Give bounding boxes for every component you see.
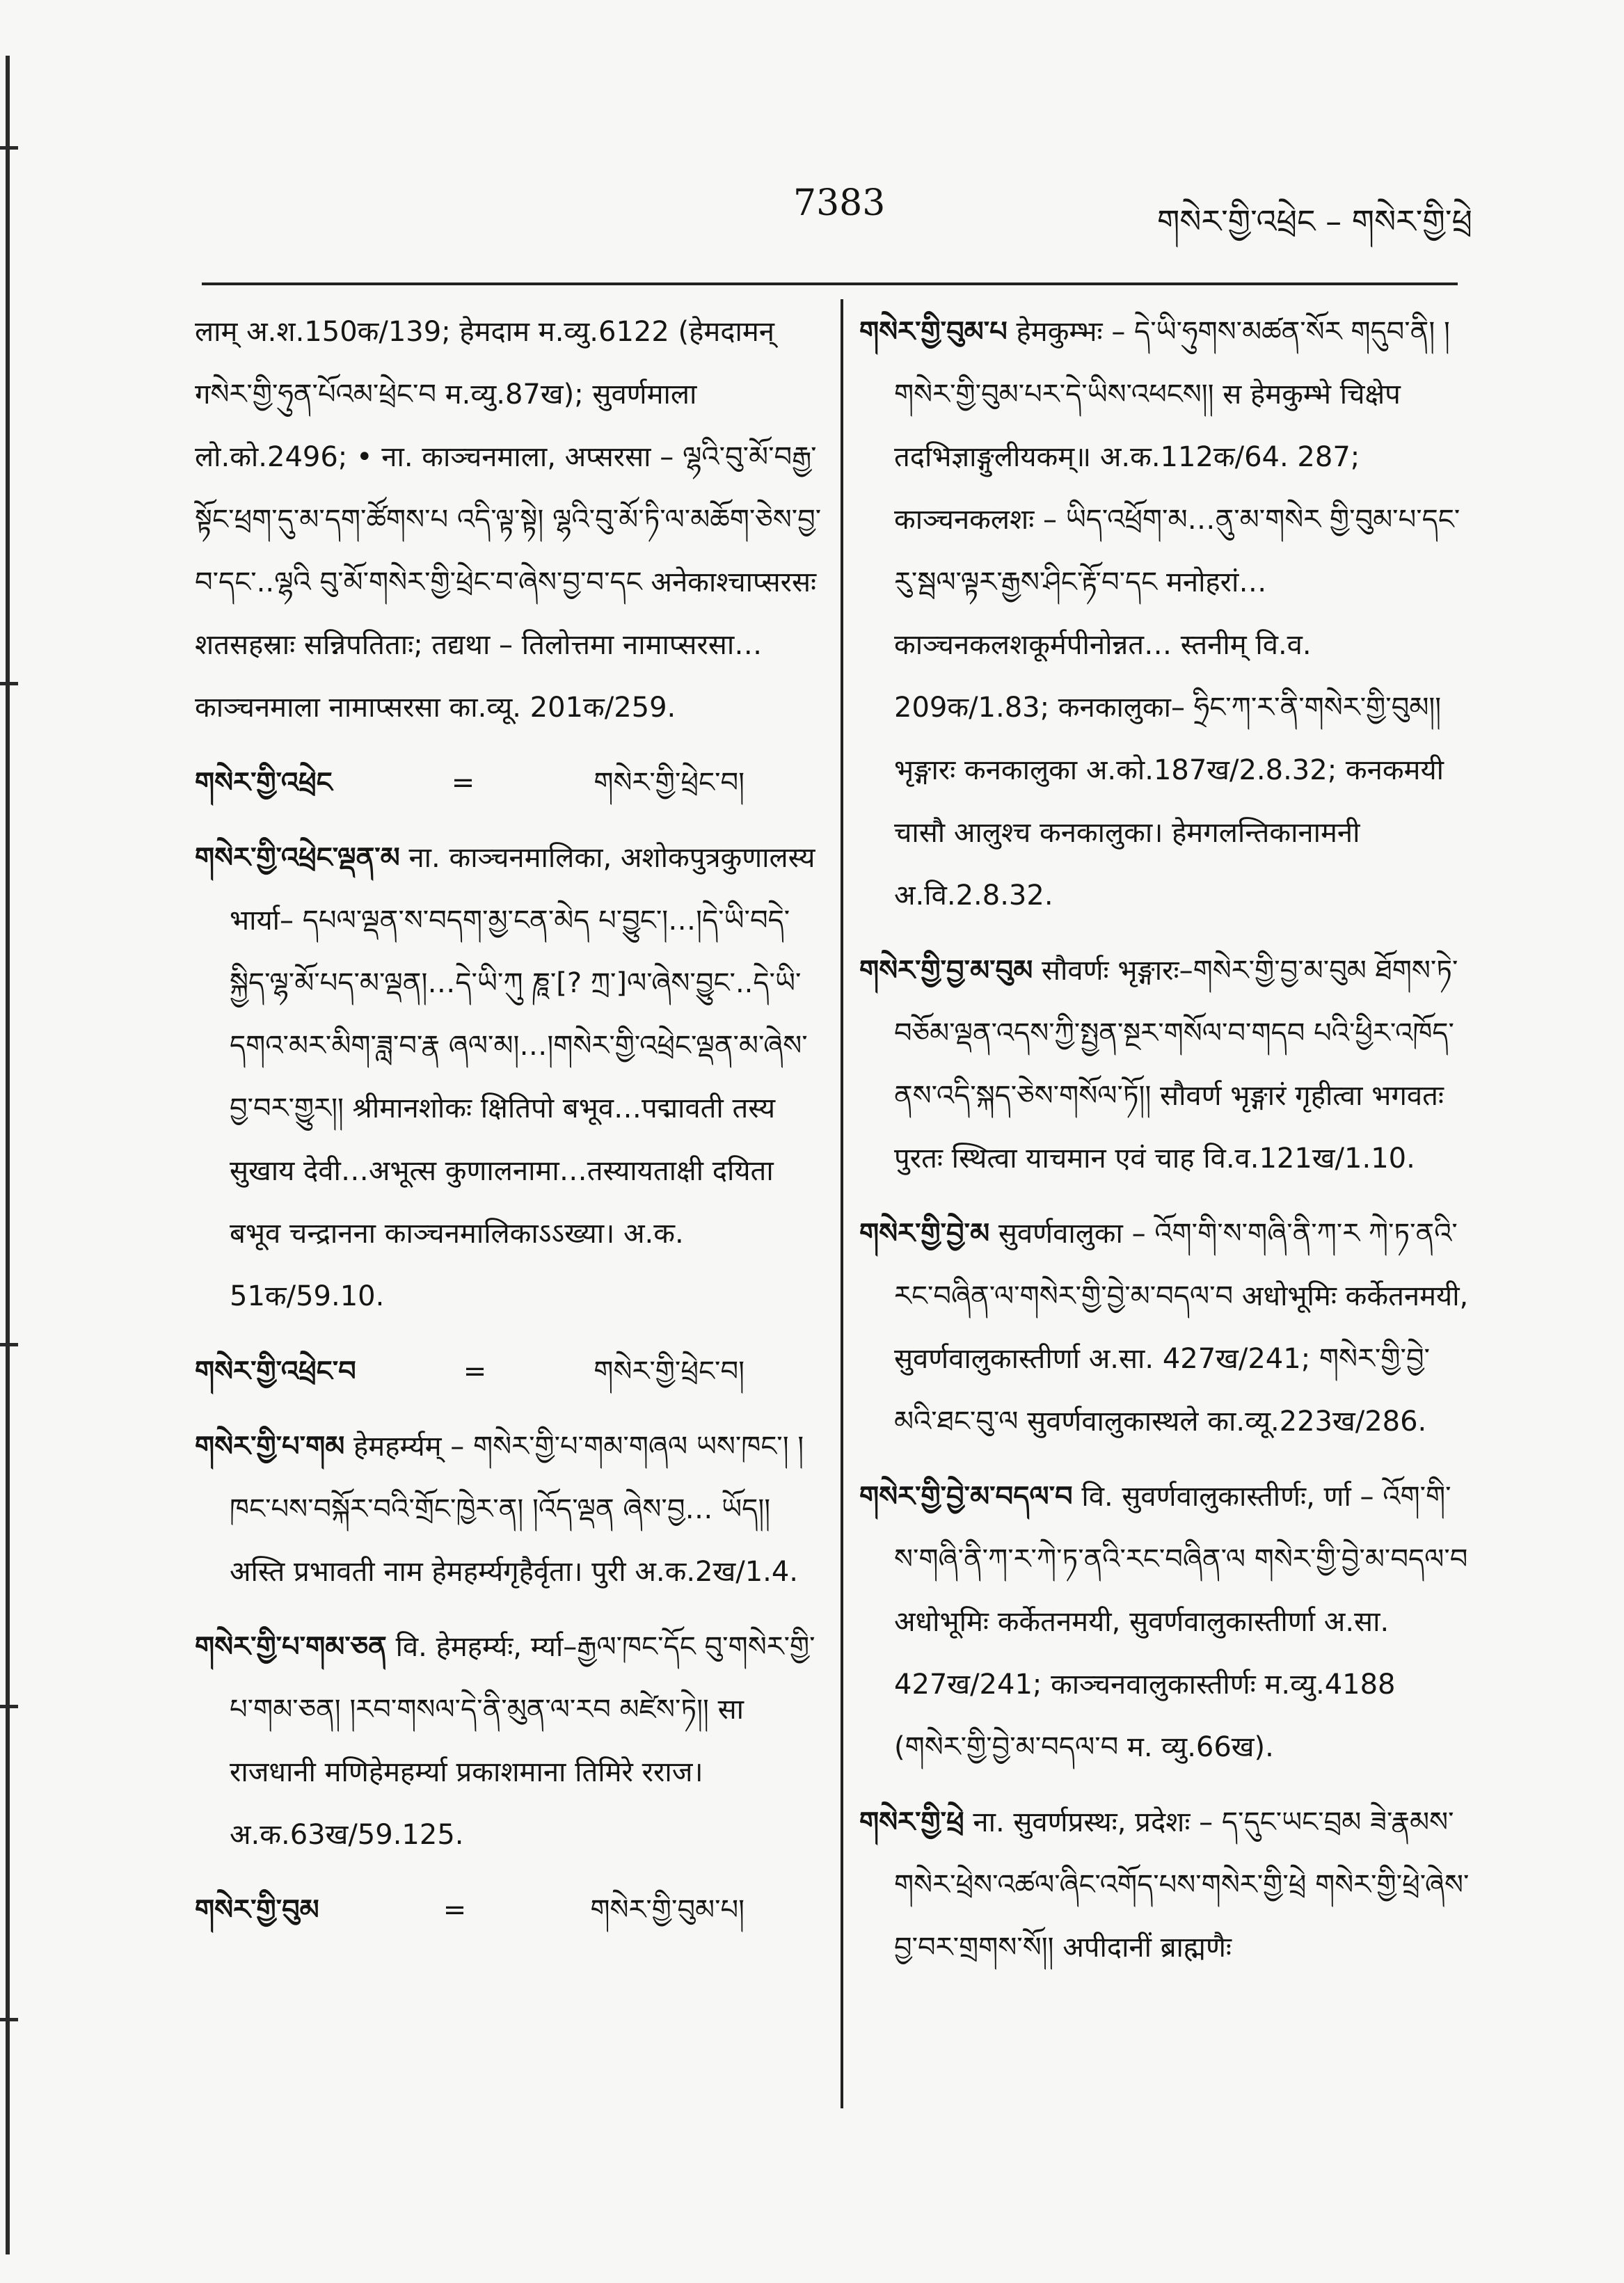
entry-headword: གསེར་གྱི་བུམ་པ — [859, 316, 1008, 348]
scan-tick — [0, 1705, 18, 1708]
cross-reference — [195, 1340, 828, 1403]
dictionary-entry — [859, 1202, 1472, 1453]
dictionary-entry — [195, 1616, 828, 1866]
entry-text: वि. सुवर्णवालुकास्तीर्णः, र्णा – འོག་གི་ས་གཞི་ནི་ཀ་ར་ཀེ་ཏ་ནའི་རང་བཞིན་ལ གསེར་གྱི་བྱེ་མ་བདལ་བ अधोभूमिः कर्केतनमयी, सुवर्णवालुकास्तीर्णा अ.सा. 427ख/241; काञ्चनवालुकास्तीर्णः म.व्यु.4188 (གསེར་གྱི་བྱེ་མ་བདལ་བ म. व्यु.66ख). — [894, 1481, 1468, 1763]
entry-body — [859, 1465, 1472, 1779]
page-header — [0, 182, 1624, 245]
scan-tick — [0, 2018, 18, 2021]
cross-reference — [195, 751, 828, 814]
entry-text: ना. काञ्चनमालिका, अशोकपुत्रकुणालस्य भार्या– དཔལ་ལྡན་ས་བདག་མྱ་ངན་མེད པ་བྱུང་།…།དེ་ཡི་བདེ་སྐྱིད་ལྷ་མོ་པད་མ་ལྡན།…དེ་ཡི་ཀུ ཎཱ་[? ཀྲ་]ལ་ཞེས་བྱུང་..དེ་ཡི་དགའ་མར་མིག་ཟླ་བ་རྣ ཞལ་མ།…།གསེར་གྱི་འཕྲེང་ལྡན་མ་ཞེས་བྱ་བར་གྱུར།། श्रीमानशोकः क्षितिपो बभूव…पद्मावती तस्य सुखाय देवी…अभूत्स कुणालनामा…तस्यायताक्षी दयिता बभूव चन्द्रानना काञ्चनमालिकाऽऽख्या। अ.क. 51क/59.10. — [230, 842, 815, 1312]
entry-body — [859, 1791, 1472, 1979]
cross-reference-target: གསེར་གྱི་བུམ་པ། — [590, 1894, 745, 1926]
scan-tick — [0, 1343, 18, 1346]
header-rule — [202, 283, 1458, 285]
entry-text: सुवर्णवालुका – འོག་གི་ས་གཞི་ནི་ཀ་ར ཀེ་ཏ་ནའི་རང་བཞིན་ལ་གསེར་གྱི་བྱེ་མ་བདལ་བ अधोभूमिः कर्केतनमयी, सुवर्णवालुकास्तीर्णा अ.सा. 427ख/241; གསེར་གྱི་བྱེ་མའི་ཐང་བུ་ལ सुवर्णवालुकास्थले का.व्यू.223ख/286. — [894, 1218, 1469, 1438]
dictionary-entry — [859, 939, 1472, 1190]
equals-sign: = — [443, 1894, 467, 1926]
page-number: 7383 — [793, 182, 886, 224]
entry-text: ना. सुवर्णप्रस्थः, प्रदेशः – ད་དུང་ཡང་བྲམ ཟེ་རྣམས་གསེར་ཕྲེས་འཚལ་ཞིང་འགོད་པས་གསེར་གྱི་ཕྲེ གསེར་གྱི་ཕྲེ་ཞེས་བྱ་བར་གྲགས་སོ།། अपीदानीं ब्राह्मणैः — [894, 1806, 1470, 1964]
column-divider — [841, 299, 843, 2108]
entry-text: वि. हेमहर्म्यः, र्म्या–རྒྱལ་ཁང་དོང བུ་གསེར་གྱི་པ་གམ་ཅན། །རབ་གསལ་དེ་ནི་མུན་ལ་རབ མཛེས་ཏེ།། सा राजधानी मणिहेमहर्म्या प्रकाशमाना तिमिरे रराज। अ.क.63ख/59.125. — [230, 1631, 815, 1851]
dictionary-entry — [195, 301, 828, 739]
entry-text: लाम् अ.श.150क/139; हेमदाम म.व्यु.6122 (हेमदामन् गསེར་གྱི་ཧུན་པོའམ་ཕྲེང་བ म.व्यु.87ख); सुवर्णमाला लो.को.2496; • ना. काञ्चनमाला, अप्सरसा – ལྷའི་བུ་མོ་བརྒྱ་སྟོང་ཕྲག་དུ་མ་དག་ཚོགས་པ འདི་ལྟ་སྟེ། ལྷའི་བུ་མོ་ཏི་ལ་མཆོག་ཅེས་བྱ་བ་དང་..ལྷའི བུ་མོ་གསེར་གྱི་ཕྲེང་བ་ཞེས་བྱ་བ་དང अनेकाश्चाप्सरसः शतसहस्राः सन्निपतिताः; तद्यथा – तिलोत्तमा नामाप्सरसा… काञ्चनमाला नामाप्सरसा का.व्यू. 201क/259. — [195, 316, 822, 724]
dictionary-entry — [859, 1465, 1472, 1779]
entry-body — [195, 301, 828, 739]
entry-headword: གསེར་གྱི་བྱ་མ་བུམ — [859, 955, 1033, 987]
entry-text: हेमकुम्भः – དེ་ཡི་ཧུགས་མཚན་སོར གདུབ་ནི། །གསེར་གྱི་བུམ་པར་དེ་ཡིས་འཕངས།། स हेमकुम्भे चिक्षेप तदभिज्ञाङ्गुलीयकम्॥ अ.क.112क/64. 287; काञ्चनकलशः – ཡིད་འཕྲོག་མ…ནུ་མ་གསེར གྱི་བུམ་པ་དང་རུ་སྦལ་ལྟར་རྒྱས་ཤིང་རྟོ་བ་དང मनोहरां… काञ्चनकलशकूर्मपीनोन्नत… स्तनीम् वि.व. 209क/1.83; कनकालुका– ཧྲིང་ཀ་ར་ནི་གསེར་གྱི་བུམ།། भृङ्गारः कनकालुका अ.को.187ख/2.8.32; कनकमयी चासौ आलुश्च कनकालुका। हेमगलन्तिकानामनी अ.वि.2.8.32. — [894, 316, 1460, 912]
scan-tick — [0, 682, 18, 685]
scan-tick — [0, 146, 18, 150]
dictionary-entry — [195, 1415, 828, 1603]
entry-headword: གསེར་གྱི་པ་གམ — [195, 1431, 345, 1463]
entry-body — [195, 827, 828, 1328]
dictionary-entry — [195, 827, 828, 1328]
entry-body — [859, 1202, 1472, 1453]
entry-body — [859, 939, 1472, 1190]
entry-headword: གསེར་གྱི་བྱེ་མ་བདལ་བ — [859, 1481, 1073, 1513]
entry-headword: གསེར་གྱི་ཕྲེ — [859, 1806, 964, 1838]
dictionary-entry — [859, 1791, 1472, 1979]
cross-reference-target: གསེར་གྱི་ཕྲེང་བ། — [594, 767, 745, 799]
entry-headword: གསེར་གྱི་འཕྲེང་བ — [195, 1355, 356, 1387]
entry-headword: གསེར་གྱི་པ་གམ་ཅན — [195, 1631, 387, 1663]
entry-text: सौवर्णः भृङ्गारः–གསེར་གྱི་བྱ་མ་བུམ ཐོགས་ཏེ་བཅོམ་ལྡན་འདས་ཀྱི་སྤྱན་སྔར་གསོལ་བ་གདབ པའི་ཕྱིར་འཁོད་ནས་འདི་སྐད་ཅེས་གསོལ་ཏོ།། सौवर्ण भृङ्गारं गृहीत्वा भगवतः पुरतः स्थित्वा याचमान एवं चाह वि.व.121ख/1.10. — [894, 955, 1458, 1175]
entry-body — [195, 1616, 828, 1866]
left-column — [195, 301, 828, 1954]
running-head: གསེར་གྱི་འཕྲེང – གསེར་གྱི་ཕྲེ — [1157, 202, 1472, 240]
entry-headword: གསེར་གྱི་བུམ — [195, 1894, 319, 1926]
cross-reference — [195, 1879, 828, 1941]
scan-edge — [6, 56, 10, 2254]
entry-headword: གསེར་གྱི་འཕྲེང་ལྡན་མ — [195, 842, 400, 874]
dictionary-entry — [859, 301, 1472, 927]
cross-reference-target: གསེར་གྱི་ཕྲེང་བ། — [594, 1355, 745, 1387]
entry-body — [859, 301, 1472, 927]
entry-body — [195, 1415, 828, 1603]
equals-sign: = — [451, 767, 475, 799]
entry-headword: གསེར་གྱི་འཕྲེང — [195, 767, 333, 799]
entry-headword: གསེར་གྱི་བྱེ་མ — [859, 1218, 990, 1250]
equals-sign: = — [463, 1355, 487, 1387]
entry-text: हेमहर्म्यम् – གསེར་གྱི་པ་གམ་གཞལ ཡས་ཁང་། །ཁང་པས་བསྐོར་བའི་གྲོང་ཁྱེར་ན། །འོད་ལྡན ཞེས་བྱ… ཡོད།། अस्ति प्रभावती नाम हेमहर्म्यगृहैर्वृता। पुरी अ.क.2ख/1.4. — [230, 1431, 804, 1588]
right-column — [859, 301, 1472, 1991]
